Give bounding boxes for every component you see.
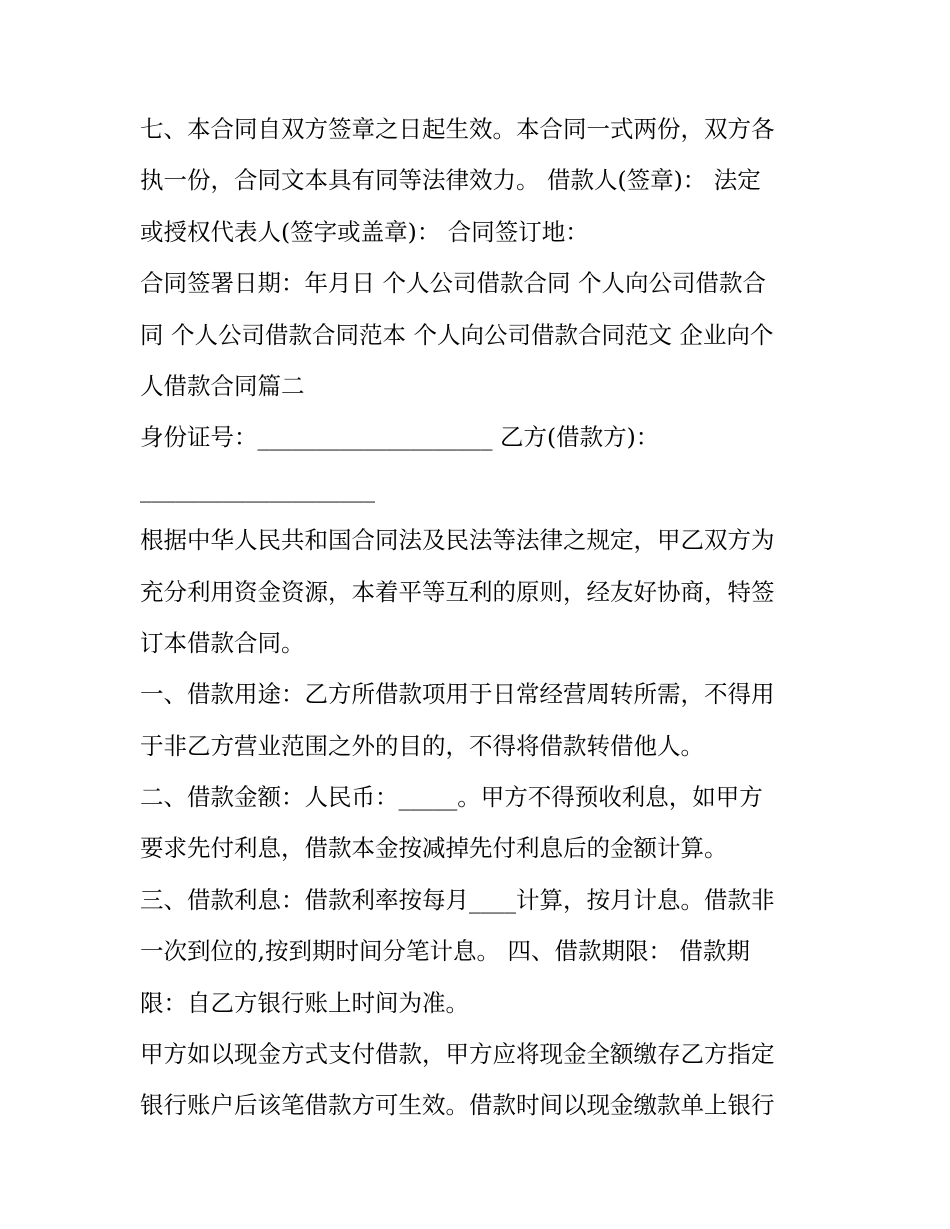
text-line: 二、借款金额：人民币：_____。甲方不得预收利息，如甲方	[140, 783, 763, 812]
text-line: 或授权代表人(签字或盖章)： 合同签订地：	[140, 217, 589, 246]
text-line: 于非乙方营业范围之外的目的，不得将借款转借他人。	[140, 731, 704, 760]
text-line: 要求先付利息，借款本金按减掉先付利息后的金额计算。	[140, 834, 728, 863]
text-line: 订本借款合同。	[140, 628, 305, 657]
text-line: 银行账户后该笔借款方可生效。借款时间以现金缴款单上银行	[140, 1091, 775, 1120]
text-line: 合同签署日期：年月日 个人公司借款合同 个人向公司借款合	[140, 269, 766, 298]
text-line: 根据中华人民共和国合同法及民法等法律之规定，甲乙双方为	[140, 526, 775, 555]
text-line: 充分利用资金资源，本着平等互利的原则，经友好协商，特签	[140, 577, 775, 606]
text-line: 执一份，合同文本具有同等法律效力。 借款人(签章)： 法定	[140, 166, 761, 195]
document-page	[140, 104, 820, 1132]
text-line: 人借款合同篇二	[140, 371, 305, 400]
text-line: 七、本合同自双方签章之日起生效。本合同一式两份，双方各	[140, 115, 775, 143]
text-line: 身份证号：____________________ 乙方(借款方)：	[140, 423, 660, 452]
text-line: 一、借款用途：乙方所借款项用于日常经营周转所需，不得用	[140, 680, 775, 709]
text-line: 一次到位的,按到期时间分笔计息。 四、借款期限： 借款期	[140, 937, 750, 966]
text-line: ____________________	[140, 474, 375, 503]
text-line: 限：自乙方银行账上时间为准。	[140, 988, 469, 1017]
text-line: 甲方如以现金方式支付借款，甲方应将现金全额缴存乙方指定	[140, 1040, 775, 1069]
text-line: 同 个人公司借款合同范本 个人向公司借款合同范文 企业向个	[140, 320, 774, 349]
text-line: 三、借款利息：借款利率按每月____计算，按月计息。借款非	[140, 885, 775, 914]
